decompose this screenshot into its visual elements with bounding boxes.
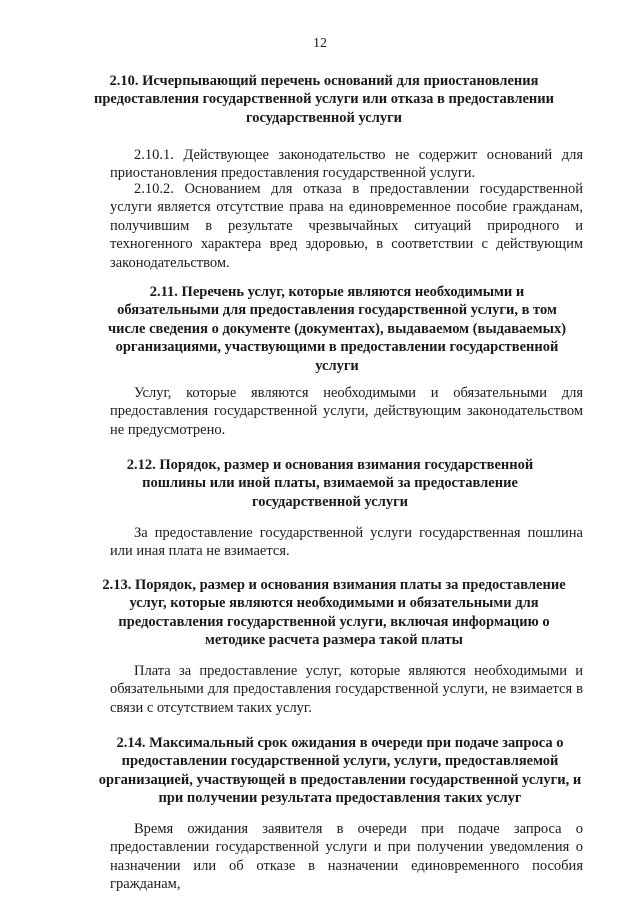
paragraph-2-11: Услуг, которые являются необходимыми и обязательными для предоставления государственной услуги, действующим законодательством не предусмотрено. (110, 385, 583, 438)
paragraph-2-13: Плата за предоставление услуг, которые являются необходимыми и обязательными для предоставления государственной услуги, не взимается в связи с отсутствием таких услуг. (110, 663, 583, 716)
paragraph-2-10-1: 2.10.1. Действующее законодательство не содержит оснований для приостановления предоставления государственной услуги. (110, 147, 583, 182)
paragraph-2-14: Время ожидания заявителя в очереди при подаче запроса о предоставлении государственной услуги и при получении уведомления о назначении или об отказе в назначении единовременного пособия гражданам, (110, 821, 583, 893)
paragraph-2-12: За предоставление государственной услуги государственная пошлина или иная плата не взимается. (110, 525, 583, 560)
section-heading-2-13: 2.13. Порядок, размер и основания взимания платы за предоставление услуг, которые являются необходимыми и обязательными для предоставления государственной услуги, включая информацию о методике расчета размера такой платы (102, 577, 566, 649)
section-heading-2-14: 2.14. Максимальный срок ожидания в очереди при подаче запроса о предоставлении государственной услуги, услуги, предоставляемой организацией, участвующей в предоставлении государственной услуги, и при получении результата предоставления таких услуг (98, 735, 582, 807)
page-number: 12 (313, 36, 327, 51)
section-heading-2-11: 2.11. Перечень услуг, которые являются необходимыми и обязательными для предоставления государственной услуги, в том числе сведения о документе (документах), выдаваемом (выдаваемых) организациями, участвующими в предоставлении государственной услуги (107, 284, 567, 374)
paragraph-2-10-2: 2.10.2. Основанием для отказа в предоставлении государственной услуги является отсутствие права на единовременное пособие гражданам, получившим в результате чрезвычайных ситуаций природного и техногенного характера вред здоровью, в соответствии с действующим законодательством. (110, 181, 583, 271)
section-heading-2-10: 2.10. Исчерпывающий перечень оснований для приостановления предоставления государственной услуги или отказа в предоставлении государственной услуги (94, 73, 554, 126)
section-heading-2-12: 2.12. Порядок, размер и основания взимания государственной пошлины или иной платы, взимаемой за предоставление государственной услуги (126, 457, 534, 510)
